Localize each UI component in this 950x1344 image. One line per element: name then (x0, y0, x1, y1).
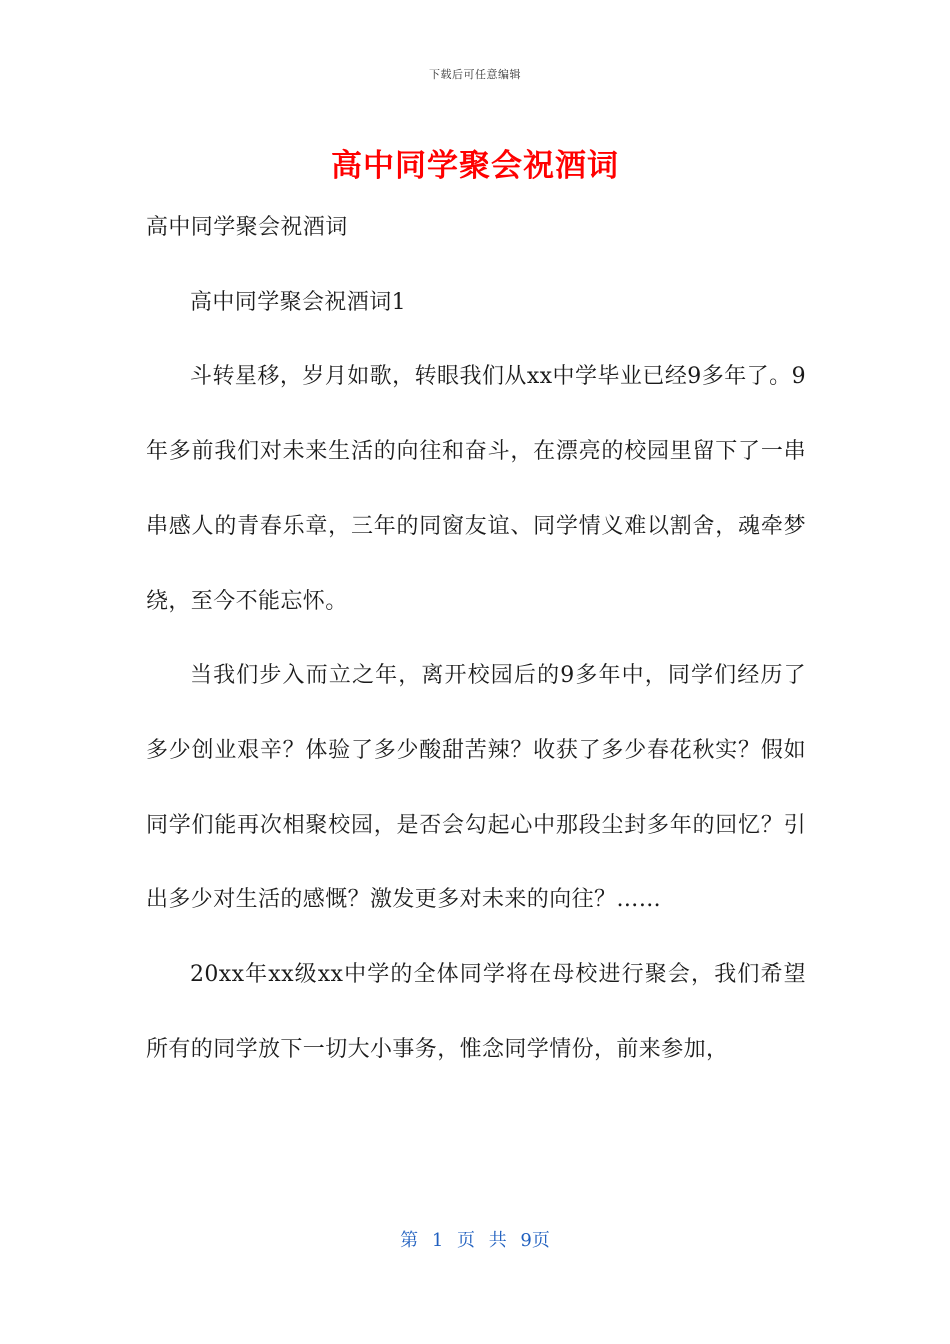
document-body (146, 191, 806, 1087)
paragraph-subtitle: 高中同学聚会祝酒词 (146, 215, 348, 240)
page-indicator: 第 1 页 共 9页 (400, 1230, 550, 1251)
paragraph-section-heading: 高中同学聚会祝酒词1 (190, 289, 406, 315)
document-title: 高中同学聚会祝酒词 (331, 148, 619, 184)
paragraph: 斗转星移，岁月如歌，转眼我们从xx中学毕业已经9多年了。9年多前我们对未来生活的向往和奋斗，在漂亮的校园里留下了一串串感人的青春乐章，三年的同窗友谊、同学情义难以割舍，魂牵梦绕，至今不能忘怀。 (146, 364, 806, 614)
paragraph: 20xx年xx级xx中学的全体同学将在母校进行聚会，我们希望所有的同学放下一切大小事务，惟念同学情份，前来参加， (146, 962, 806, 1062)
paragraph: 当我们步入而立之年，离开校园后的9多年中，同学们经历了多少创业艰辛？体验了多少酸甜苦辣？收获了多少春花秋实？假如同学们能再次相聚校园，是否会勾起心中那段尘封多年的回忆？引出多少对生活的感慨？激发更多对未来的向往？…… (146, 663, 806, 913)
header-note: 下载后可任意编辑 (429, 68, 521, 81)
